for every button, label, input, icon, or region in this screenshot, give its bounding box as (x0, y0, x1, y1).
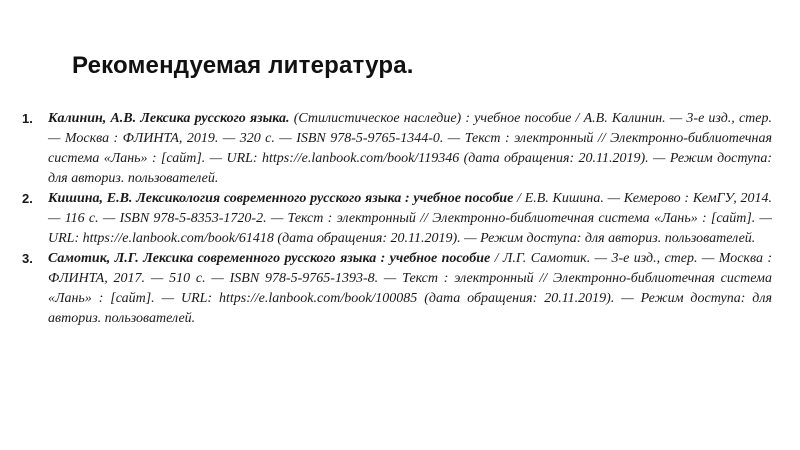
reference-number: 2. (22, 191, 33, 206)
reference-details: / Л.Г. Самотик. — 3-е изд., стер. — Москва : ФЛИНТА, 2017. — 510 с. — ISBN 978-5-9765-1393-8. — Текст : электронный // Электронно-библиотечная система «Лань» : [сайт]. — URL: https://e.lanbook.com/book/100085 (дата обращения: 20.11.2019). — Режим доступа: для авториз. пользователей. (48, 251, 772, 326)
reference-item-1 (20, 109, 772, 189)
reference-number: 3. (22, 251, 33, 266)
reference-title: Калинин, А.В. Лексика русского языка. (48, 111, 290, 126)
reference-details: (Стилистическое наследие) : учебное пособие / А.В. Калинин. — 3-е изд., стер. — Москва : ФЛИНТА, 2019. — 320 с. — ISBN 978-5-9765-1344-0. — Текст : электронный // Электронно-библиотечная система «Лань» : [сайт]. — URL: https://e.lanbook.com/book/119346 (дата обращения: 20.11.2019). — Режим доступа: для авториз. пользователей. (48, 111, 772, 186)
reference-list (20, 109, 772, 329)
reference-title: Самотик, Л.Г. Лексика современного русского языка : учебное пособие (48, 251, 491, 266)
page-title: Рекомендуемая литература. (72, 52, 414, 79)
reference-title: Кишина, Е.В. Лексикология современного русского языка : учебное пособие (48, 191, 514, 206)
reference-item-2 (20, 189, 772, 249)
reference-item-3 (20, 249, 772, 329)
reference-number: 1. (22, 111, 33, 126)
reference-details: / Е.В. Кишина. — Кемерово : КемГУ, 2014. — 116 с. — ISBN 978-5-8353-1720-2. — Текст : электронный // Электронно-библиотечная система «Лань» : [сайт]. — URL: https://e.lanbook.com/book/61418 (дата обращения: 20.11.2019). — Режим доступа: для авториз. пользователей. (48, 191, 772, 246)
